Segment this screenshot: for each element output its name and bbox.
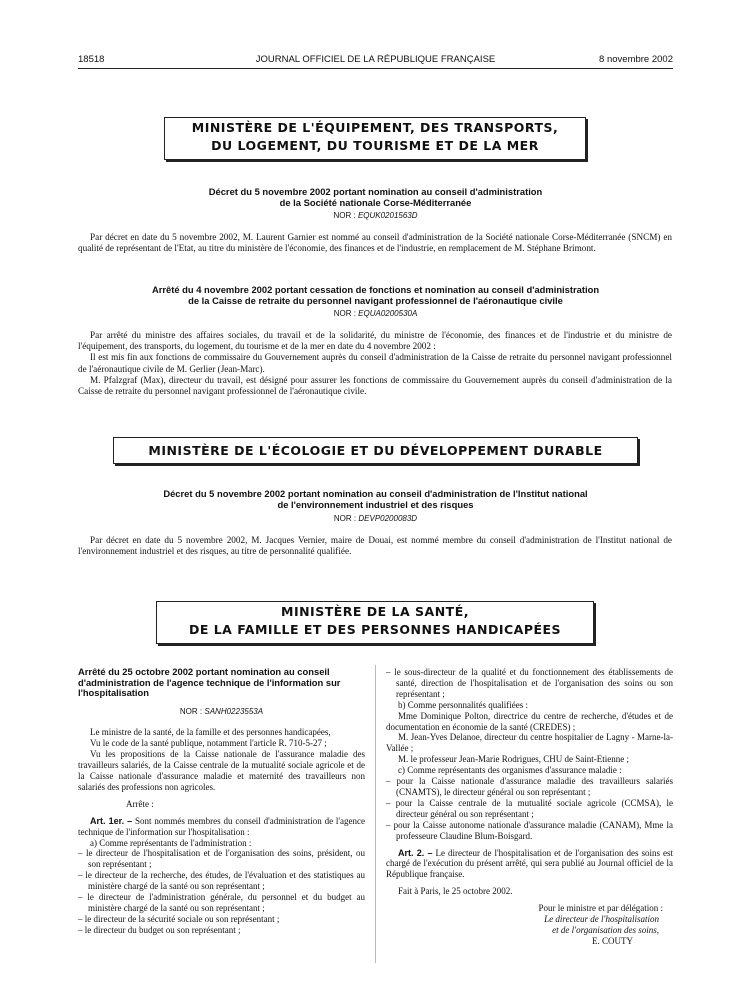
arrete2-article2: Art. 2. – Le directeur de l'hospitalisation et de l'organisation des soins est chargé de l'exécution du présent arrêté, qui sera publié au Journal officiel de la République française.: [386, 847, 674, 880]
arrete2-left-column: [78, 667, 365, 936]
ministry-sante-box: [156, 601, 594, 644]
ministry-heading-line1: MINISTÈRE DE LA SANTÉ,: [281, 604, 469, 619]
arrete2-right-column: [386, 667, 673, 947]
ministry-heading-line1: MINISTÈRE DE L'ÉCOLOGIE ET DU DÉVELOPPEMENT DURABLE: [148, 443, 603, 458]
arrete2-title: Arrêté du 25 octobre 2002 portant nomination au conseil d'administration de l'agence technique de l'information sur l'hospitalisation: [78, 666, 341, 698]
ministry-heading-line2: DE LA FAMILLE ET DES PERSONNES HANDICAPÉES: [188, 622, 562, 637]
arrete2-visa-propositions: Vu les propositions de la Caisse nationale de l'assurance maladie des travailleurs salariés, de la Caisse centrale de la mutualité sociale agricole et de la Caisse nationale d'assurance maladie et maternité des travailleurs non salariés des professions non agricoles.: [78, 749, 365, 792]
ministry-heading-line1: MINISTÈRE DE L'ÉQUIPEMENT, DES TRANSPORTS,: [191, 120, 559, 135]
signature-block: [386, 903, 673, 947]
arrete2-visa-code: Vu le code de la santé publique, notamment l'article R. 710-5-27 ;: [90, 738, 327, 749]
decree2-text: Par décret en date du 5 novembre 2002, M. Jacques Vernier, maire de Douai, est nommé membre du conseil d'administration de l'Institut national de l'environnement industriel et des risques, au titre de personnalité qualifiée.: [78, 535, 672, 557]
signatory-name: E. COUTY: [592, 935, 633, 946]
issue-date: 8 novembre 2002: [599, 54, 673, 65]
list-item: – pour la Caisse centrale de la mutualité sociale agricole (CCMSA), le directeur général ou son représentant ;: [386, 797, 673, 819]
list-item: – le sous-directeur de la qualité et du fonctionnement des établissements de santé, direction de l'hospitalisation et de l'organisation des soins ou son représentant ;: [386, 667, 673, 699]
arrete2-minister: Le ministre de la santé, de la famille et des personnes handicapées,: [90, 727, 331, 738]
arrete2-nor: NOR : SANH0223553A: [179, 706, 264, 716]
arrete1-title: Arrêté du 4 novembre 2002 portant cessation de fonctions et nomination au conseil d'administration de la Caisse de retraite du personnel navigant professionnel de l'aéronautique civile: [151, 284, 600, 306]
qualified-person: M. le professeur Jean-Marie Rodrigues, CHU de Saint-Etienne ;: [398, 754, 629, 765]
decree1-title: Décret du 5 novembre 2002 portant nomination au conseil d'administration de la Société nationale Corse-Méditerranée: [208, 186, 543, 208]
decree1-text: Par décret en date du 5 novembre 2002, M. Laurent Garnier est nommé au conseil d'administration de la Société nationale Corse-Méditerranée (SNCM) en qualité de représentant de l'Etat, au titre du ministère de l'économie, des finances et de l'industrie, en remplacement de M. Stéphane Brimont.: [78, 232, 672, 254]
journal-title: JOURNAL OFFICIEL DE LA RÉPUBLIQUE FRANÇAISE: [255, 54, 496, 65]
list-item: – pour la Caisse nationale d'assurance maladie des travailleurs salariés (CNAMTS), le directeur général ou son représentant ;: [386, 776, 673, 797]
arrete2-arrete: Arrête :: [126, 798, 154, 809]
list-item: – pour la Caisse autonome nationale d'assurance maladie (CANAM), Mme la professeure Claudine Blum-Boisgard.: [386, 819, 673, 841]
page-number: 18518: [78, 54, 105, 65]
arrete2-fait: Fait à Paris, le 25 octobre 2002.: [398, 886, 513, 897]
ministry-heading-line2: DU LOGEMENT, DU TOURISME ET DE LA MER: [211, 138, 539, 153]
signature-delegation: Pour le ministre et par délégation :: [538, 903, 663, 914]
arrete2-section-a: a) Comme représentants de l'administration :: [90, 837, 252, 848]
ministry-ecologie-box: [113, 437, 638, 464]
signature-title: et de l'organisation des soins,: [552, 924, 659, 935]
list-item: – le directeur de l'hospitalisation et de l'organisation des soins, président, ou son représentant ;: [78, 848, 365, 870]
arrete2-section-c: c) Comme représentants des organismes d'assurance maladie :: [398, 765, 622, 776]
arrete1-nor: NOR : EQUA0200530A: [333, 309, 418, 318]
list-item: – le directeur du budget ou son représentant ;: [78, 924, 241, 935]
header-rule: [78, 68, 673, 69]
decree2-title: Décret du 5 novembre 2002 portant nomination au conseil d'administration de l'Institut national de l'environnement industriel et des risques: [163, 488, 588, 510]
arrete2-article1: Art. 1er. – Sont nommés membres du conseil d'administration de l'agence technique de l'information sur l'hospitalisation :: [78, 815, 365, 837]
column-divider: [375, 665, 376, 963]
decree1-nor: NOR : EQUK0201563D: [333, 211, 418, 220]
arrete2-section-b: b) Comme personnalités qualifiées :: [398, 699, 528, 710]
list-item: – le directeur de la recherche, des études, de l'évaluation et des statistiques au ministère chargé de la santé ou son représentant ;: [78, 870, 365, 892]
arrete1-text: Par arrêté du ministre des affaires sociales, du travail et de la solidarité, du ministre de l'économie, des finances et de l'industrie et du ministre de l'équipement, des transports, du logement, du tourisme et de la mer en date du 4 novembre 2002 : Il est mis fin aux fonctions de commissaire du Gouvernement auprès du conseil d'administration de la Caisse de retraite du personnel navigant professionnel de l'aéronautique civile de M. Gerlier (Jean-Marc). M. Pfalzgraf (Max), directeur du travail, est désigné pour assurer les fonctions de commissaire du Gouvernement auprès du conseil d'administration de la Caisse de retraite du personnel navigant professionnel de l'aéronautique civile.: [78, 330, 672, 397]
signature-title: Le directeur de l'hospitalisation: [544, 914, 659, 925]
list-item: – le directeur de l'administration générale, du personnel et du budget au ministère chargé de la santé ou son représentant ;: [78, 892, 365, 913]
ministry-equipement-box: [164, 117, 586, 160]
decree2-nor: NOR : DEVP0200083D: [333, 514, 418, 523]
list-item: – le directeur de la sécurité sociale ou son représentant ;: [78, 913, 280, 924]
qualified-person: M. Jean-Yves Delanoe, directeur du centre hospitalier de Lagny - Marne-la-Vallée ;: [386, 732, 673, 754]
qualified-person: Mme Dominique Polton, directrice du centre de recherche, d'études et de documentation en économie de la santé (CREDES) ;: [386, 710, 673, 732]
